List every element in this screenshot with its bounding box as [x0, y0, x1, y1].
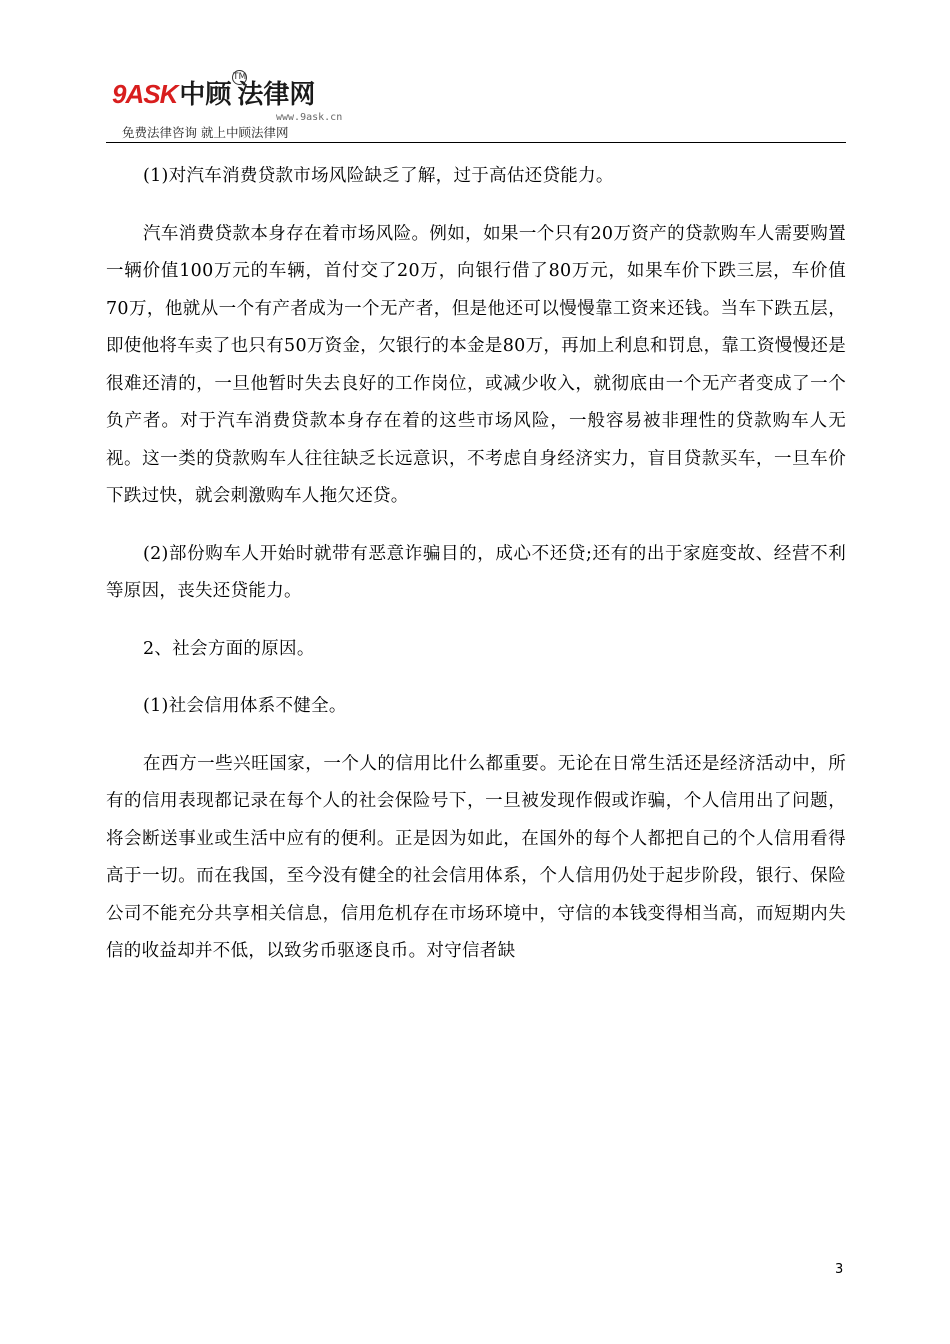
- site-logo: [112, 74, 432, 138]
- logo-slogan: 免费法律咨询 就上中顾法律网: [122, 125, 289, 140]
- document-body: [106, 158, 846, 971]
- logo-wordmark: [112, 74, 315, 114]
- section-heading: 2、社会方面的原因。: [143, 638, 315, 659]
- subsection-heading: (1)社会信用体系不健全。: [143, 696, 347, 716]
- page-number: 3: [835, 1262, 844, 1277]
- trademark-badge: TM: [232, 70, 247, 85]
- paragraph: 汽车消费贷款本身存在着市场风险。例如，如果一个只有20万资产的贷款购车人需要购置一辆价值100万元的车辆，首付交了20万，向银行借了80万元，如果车价下跌三层，车价值70万，他就从一个有产者成为一个无产者，但是他还可以慢慢靠工资来还钱。当车下跌五层，即使他将车卖了也只有50万资金，欠银行的本金是80万，再加上利息和罚息，靠工资慢慢还是很难还清的，一旦他暂时失去良好的工作岗位，或减少收入，就彻底由一个无产者变成了一个负产者。对于汽车消费贷款本身存在着的这些市场风险，一般容易被非理性的贷款购车人无视。这一类的贷款购车人往往缺乏长远意识，不考虑自身经济实力，盲目贷款买车，一旦车价下跌过快，就会刺激购车人拖欠还贷。: [106, 223, 846, 506]
- paragraph: 在西方一些兴旺国家，一个人的信用比什么都重要。无论在日常生活还是经济活动中，所有的信用表现都记录在每个人的社会保险号下，一旦被发现作假或诈骗，个人信用出了问题，将会断送事业或生活中应有的便利。正是因为如此，在国外的每个人都把自己的个人信用看得高于一切。而在我国，至今没有健全的社会信用体系，个人信用仍处于起步阶段，银行、保险公司不能充分共享相关信息，信用危机存在市场环境中，守信的本钱变得相当高，而短期内失信的收益却并不低，以致劣币驱逐良币。对守信者缺: [106, 753, 846, 961]
- header-divider: [106, 142, 846, 143]
- logo-law-net-text: 法律网: [237, 79, 316, 109]
- page-header: [106, 68, 846, 142]
- logo-url: www.9ask.cn: [276, 112, 343, 123]
- logo-zhonggu-text: 中顾: [179, 79, 232, 109]
- paragraph: (2)部份购车人开始时就带有恶意诈骗目的，成心不还贷;还有的出于家庭变故、经营不利等原因，丧失还贷能力。: [106, 543, 846, 601]
- logo-9ask-text: 9ASK: [112, 79, 178, 109]
- paragraph: (1)对汽车消费贷款市场风险缺乏了解，过于高估还贷能力。: [143, 166, 614, 186]
